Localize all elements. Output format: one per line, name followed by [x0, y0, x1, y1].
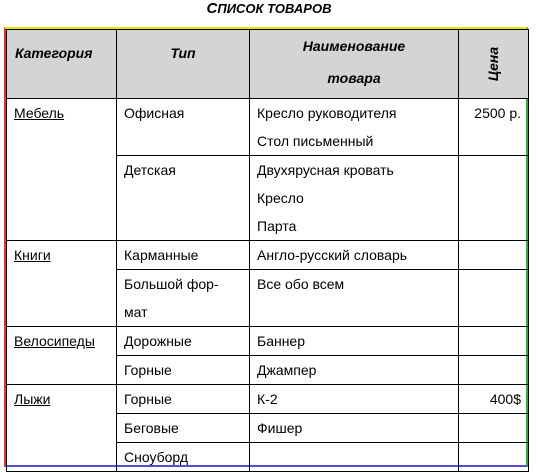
price-cell: 400$	[459, 385, 529, 414]
table-row	[7, 241, 529, 270]
name-cell: Двухярусная кровать Кресло Парта	[250, 156, 459, 241]
type-cell: Карманные	[117, 241, 250, 270]
name-cell: Баннер	[250, 327, 459, 356]
category-cell: Мебель	[7, 99, 117, 241]
goods-table	[6, 29, 529, 472]
type-cell: Сноуборд	[117, 443, 250, 472]
type-cell: Беговые	[117, 414, 250, 443]
name-cell: К-2	[250, 385, 459, 414]
price-cell	[459, 443, 529, 472]
price-cell	[459, 241, 529, 270]
header-price: Цена	[459, 30, 529, 99]
category-cell: Велосипеды	[7, 327, 117, 385]
table-row	[7, 385, 529, 414]
name-cell: Джампер	[250, 356, 459, 385]
page-title	[0, 0, 538, 18]
header-name: Наименование товара	[250, 30, 459, 99]
price-cell	[459, 327, 529, 356]
name-cell: Кресло руководителя Стол письменный	[250, 99, 459, 156]
table-row	[7, 327, 529, 356]
type-cell: Горные	[117, 385, 250, 414]
header-category: Категория	[7, 30, 117, 99]
category-cell: Лыжи	[7, 385, 117, 472]
price-cell	[459, 414, 529, 443]
price-cell: 2500 р.	[459, 99, 529, 156]
table-header-row	[7, 30, 529, 99]
type-cell: Горные	[117, 356, 250, 385]
name-cell: Все обо всем	[250, 270, 459, 327]
name-cell: Англо-русский словарь	[250, 241, 459, 270]
price-cell	[459, 156, 529, 241]
price-cell	[459, 356, 529, 385]
type-cell: Детская	[117, 156, 250, 241]
category-cell: Книги	[7, 241, 117, 327]
name-cell	[250, 443, 459, 472]
name-cell: Фишер	[250, 414, 459, 443]
header-type: Тип	[117, 30, 250, 99]
type-cell: Большой фор- мат	[117, 270, 250, 327]
price-cell	[459, 270, 529, 327]
table-row	[7, 99, 529, 156]
type-cell: Офисная	[117, 99, 250, 156]
page-title-text: СПИСОК ТОВАРОВ	[206, 0, 332, 17]
type-cell: Дорожные	[117, 327, 250, 356]
